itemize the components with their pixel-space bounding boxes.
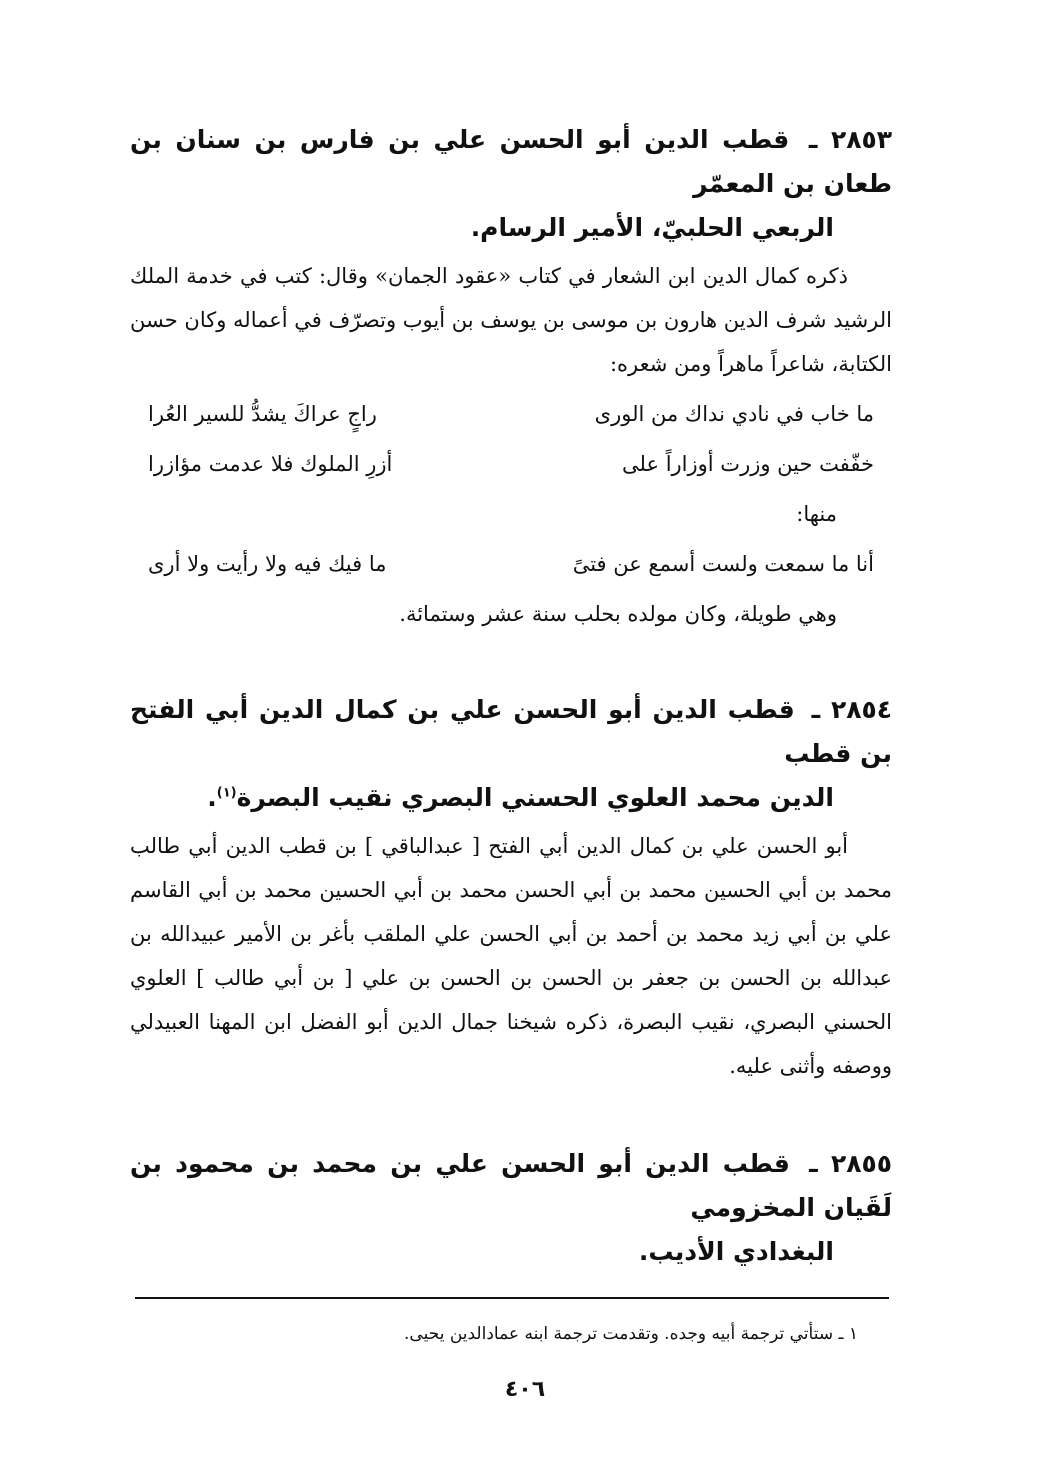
verse-second-hemistich: أزرِ الملوك فلا عدمت مؤازرا xyxy=(148,452,393,476)
page-body xyxy=(130,118,892,1274)
entry-spacer xyxy=(130,636,892,688)
entry-2855 xyxy=(130,1142,892,1274)
page-number: ٤٠٦ xyxy=(504,1377,546,1402)
entry-title xyxy=(130,118,892,250)
entry-title-line1: قطب الدين أبو الحسن علي بن كمال الدين أبي الفتح بن قطب xyxy=(130,695,892,768)
entry-title-line2: الربعي الحلبيّ، الأمير الرسام. xyxy=(470,213,834,242)
entry-closing: وهي طويلة، وكان مولده بحلب سنة عشر وستمائة. xyxy=(399,602,837,626)
entry-2854 xyxy=(130,688,892,1088)
entry-title-line1: قطب الدين أبو الحسن علي بن فارس بن سنان بن طعان بن المعمّر xyxy=(130,125,892,198)
verse-first-hemistich: خفّفت حين وزرت أوزاراً على xyxy=(622,452,874,476)
entry-title-line1: قطب الدين أبو الحسن علي بن محمد بن محمود بن لَقَيان المخزومي xyxy=(130,1149,892,1222)
entry-2853 xyxy=(130,118,892,636)
verse-label: منها: xyxy=(796,502,837,526)
verse-second-hemistich: ما فيك فيه ولا رأيت ولا أرى xyxy=(148,552,387,576)
entry-number: ٢٨٥٣ ـ xyxy=(808,125,892,154)
footnote-divider xyxy=(135,1297,889,1299)
verse-first-hemistich: ما خاب في نادي نداك من الورى xyxy=(594,402,874,426)
entry-title xyxy=(130,688,892,820)
verse-line xyxy=(130,442,892,486)
verse-line xyxy=(130,392,892,436)
footnote: ١ ـ ستأتي ترجمة أبيه وجده. وتقدمت ترجمة ابنه عمادالدين يحيى. xyxy=(404,1324,858,1344)
entry-title-line2-text: الدين محمد العلوي الحسني البصري نقيب البصرة xyxy=(236,783,834,812)
verse-second-hemistich: راجٍ عراكَ يشدُّ للسير العُرا xyxy=(148,402,377,426)
verse-first-hemistich: أنا ما سمعت ولست أسمع عن فتىً xyxy=(572,552,874,576)
footnote-reference[interactable]: (١) xyxy=(216,785,237,801)
entry-number: ٢٨٥٤ ـ xyxy=(811,695,892,724)
entry-number: ٢٨٥٥ ـ xyxy=(809,1149,892,1178)
verse-line xyxy=(130,542,892,586)
entry-title-line2: البغدادي الأديب. xyxy=(638,1237,834,1266)
entry-title-end: . xyxy=(207,783,217,812)
entry-paragraph: ذكره كمال الدين ابن الشعار في كتاب «عقود الجمان» وقال: كتب في خدمة الملك الرشيد شرف الدين هارون بن موسى بن يوسف بن أيوب وتصرّف في أعماله وكان حسن الكتابة، شاعراً ماهراً ومن شعره: xyxy=(130,264,892,376)
entry-paragraph: أبو الحسن علي بن كمال الدين أبي الفتح [ عبدالباقي ] بن قطب الدين أبي طالب محمد بن أبي الحسين محمد بن أبي الحسن محمد بن أبي الحسين محمد بن أبي القاسم علي بن أبي زيد محمد بن أحمد بن أبي الحسن علي الملقب بأغر بن الأمير عبيدالله بن عبدالله بن الحسن بن جعفر بن الحسن بن الحسن بن علي [ بن أبي طالب ] العلوي الحسني البصري، نقيب البصرة، ذكره شيخنا جمال الدين أبو الفضل ابن المهنا العبيدلي ووصفه وأثنى عليه. xyxy=(130,834,893,1078)
entry-title xyxy=(130,1142,892,1274)
entry-spacer xyxy=(130,1088,892,1142)
entry-title-line2 xyxy=(130,776,892,820)
